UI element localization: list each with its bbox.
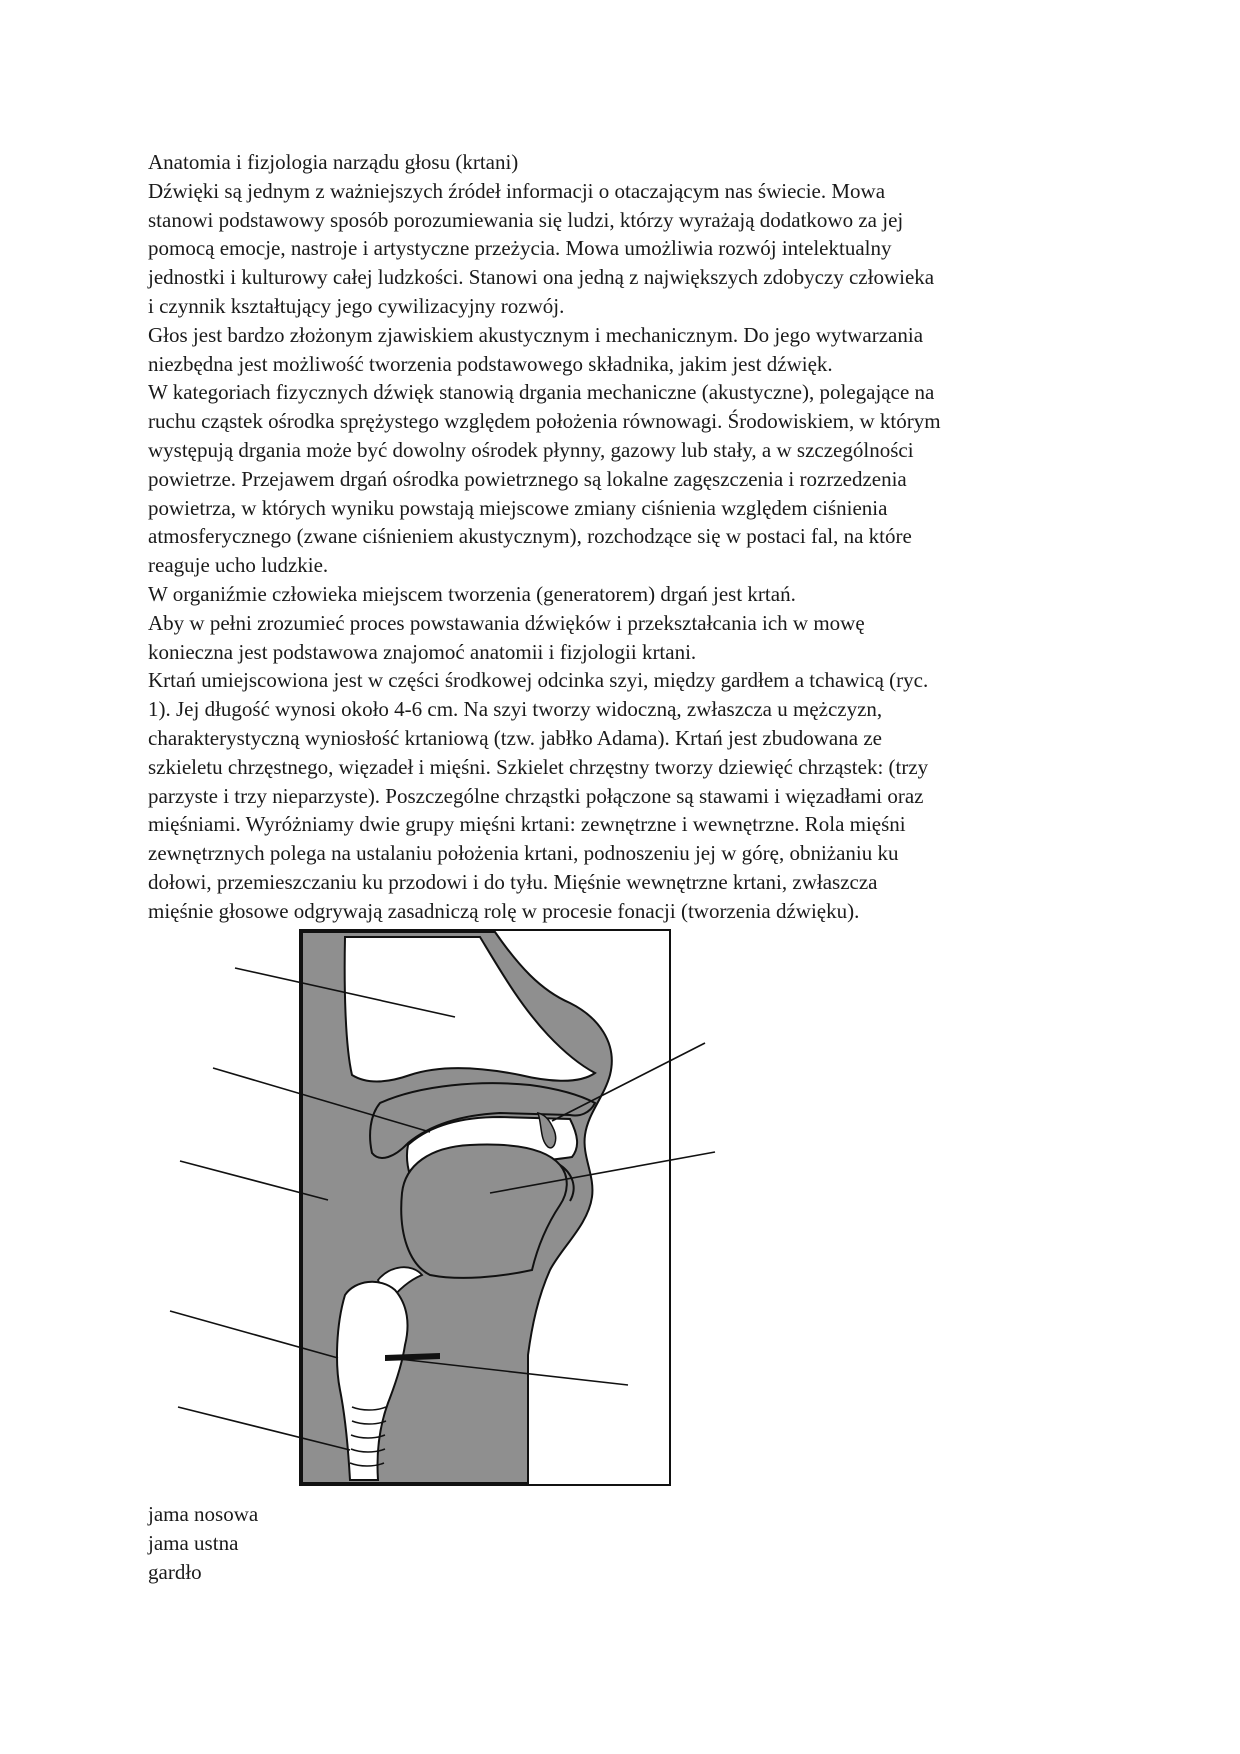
larynx-diagram — [140, 925, 820, 1495]
body-line: powietrza, w których wyniku powstają miejscowe zmiany ciśnienia względem ciśnienia — [148, 495, 888, 520]
body-line: reaguje ucho ludzkie. — [148, 553, 329, 578]
body-line: mięśniami. Wyróżniamy dwie grupy mięśni krtani: zewnętrzne i wewnętrzne. Rola mięśni — [148, 812, 906, 837]
body-line: dołowi, przemieszczaniu ku przodowi i do tyłu. Mięśnie wewnętrzne krtani, zwłaszcza — [148, 869, 878, 894]
body-line: jednostki i kulturowy całej ludzkości. Stanowi ona jedną z największych zdobyczy człowieka — [148, 265, 935, 290]
body-line: charakterystyczną wyniosłość krtaniową (tzw. jabłko Adama). Krtań jest zbudowana ze — [148, 725, 882, 750]
label-oral-cavity: jama ustna — [148, 1530, 239, 1555]
document-body — [148, 148, 1108, 926]
figure-labels — [148, 1500, 258, 1586]
body-line: Głos jest bardzo złożonym zjawiskiem akustycznym i mechanicznym. Do jego wytwarzania — [148, 322, 924, 347]
body-line: atmosferycznego (zwane ciśnieniem akustycznym), rozchodzące się w postaci fal, na które — [148, 524, 912, 549]
body-line: stanowi podstawowy sposób porozumiewania się ludzi, którzy wyrażają dodatkowo za jej — [148, 207, 904, 232]
body-line: szkieletu chrzęstnego, więzadeł i mięśni. Szkielet chrzęstny tworzy dziewięć chrząstek: (trzy — [148, 754, 929, 779]
body-line: Krtań umiejscowiona jest w części środkowej odcinka szyi, między gardłem a tchawicą (ryc. — [148, 668, 929, 693]
body-line: zewnętrznych polega na ustalaniu położenia krtani, podnoszeniu jej w górę, obniżaniu ku — [148, 841, 899, 866]
body-line: konieczna jest podstawowa znajomoć anatomii i fizjologii krtani. — [148, 639, 697, 664]
body-line: powietrze. Przejawem drgań ośrodka powietrznego są lokalne zagęszczenia i rozrzedzenia — [148, 466, 907, 491]
body-line: ruchu cząstek ośrodka sprężystego względem położenia równowagi. Środowiskiem, w którym — [148, 409, 941, 434]
body-line: niezbędna jest możliwość tworzenia podstawowego składnika, jakim jest dźwięk. — [148, 351, 833, 376]
body-line: mięśnie głosowe odgrywają zasadniczą rolę w procesie fonacji (tworzenia dźwięku). — [148, 898, 860, 923]
body-line: W kategoriach fizycznych dźwięk stanowią drgania mechaniczne (akustyczne), polegające na — [148, 380, 935, 405]
label-nasal-cavity: jama nosowa — [148, 1502, 259, 1526]
label-pharynx: gardło — [148, 1559, 202, 1584]
body-line: 1). Jej długość wynosi około 4-6 cm. Na szyi tworzy widoczną, zwłaszcza u mężczyzn, — [148, 697, 883, 722]
body-line: i czynnik kształtujący jego cywilizacyjny rozwój. — [148, 293, 565, 318]
body-line: W organiźmie człowieka miejscem tworzenia (generatorem) drgań jest krtań. — [148, 581, 796, 606]
document-title: Anatomia i fizjologia narządu głosu (krtani) — [148, 150, 519, 174]
body-line: parzyste i trzy nieparzyste). Poszczególne chrząstki połączone są stawami i więzadłami oraz — [148, 783, 924, 808]
body-line: pomocą emocje, nastroje i artystyczne przeżycia. Mowa umożliwia rozwój intelektualny — [148, 236, 892, 261]
body-line: Dźwięki są jednym z ważniejszych źródeł informacji o otaczającym nas świecie. Mowa — [148, 178, 886, 203]
body-line: Aby w pełni zrozumieć proces powstawania dźwięków i przekształcania ich w mowę — [148, 610, 865, 635]
body-line: występują drgania może być dowolny ośrodek płynny, gazowy lub stały, a w szczególności — [148, 437, 914, 462]
